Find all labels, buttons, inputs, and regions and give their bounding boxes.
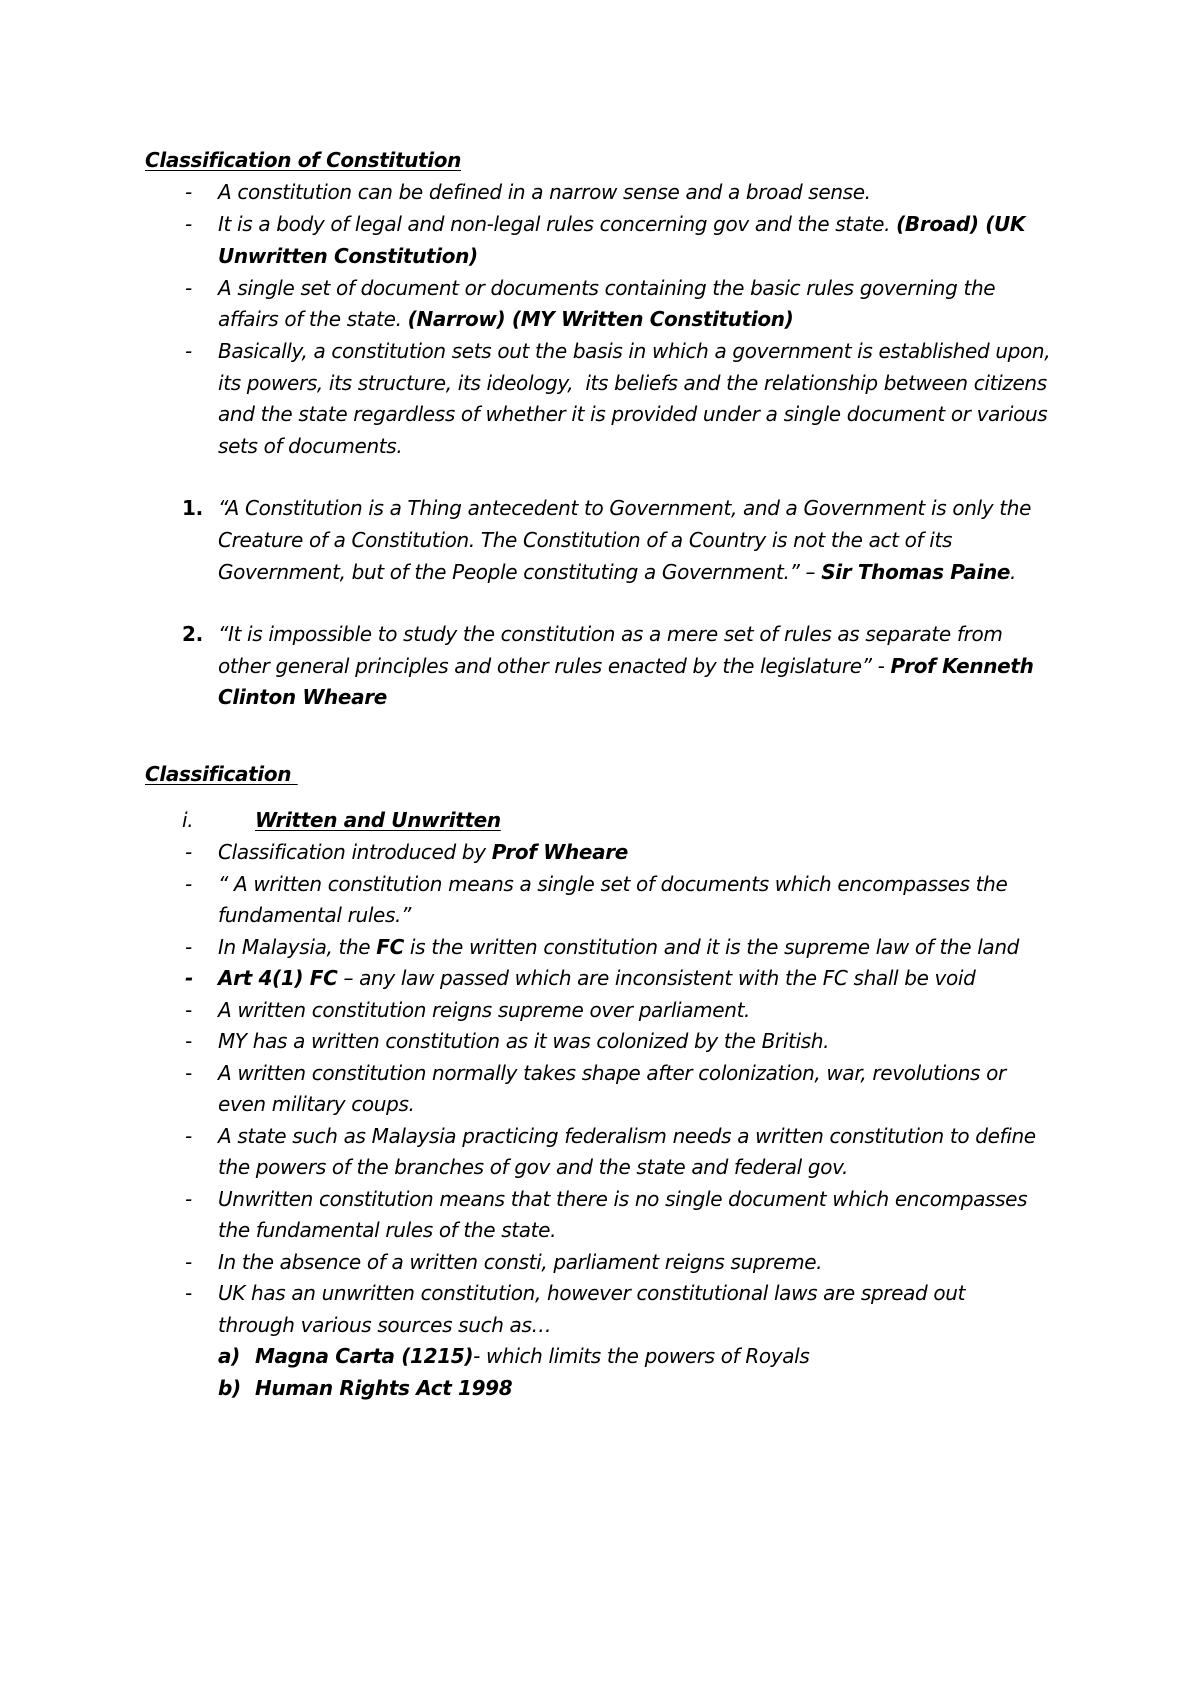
item-letter: b) — [218, 1376, 241, 1400]
bullet-text: A single set of document or documents containing the basic rules governing the — [218, 276, 996, 300]
quote-author: Sir Thomas Paine — [821, 560, 1011, 584]
bullet-marker: - — [185, 276, 192, 300]
item-number: 1. — [182, 496, 203, 520]
bullet-text: MY has a written constitution as it was colonized by the British. — [218, 1029, 830, 1053]
heading-classification: Classification — [145, 762, 298, 786]
bullet-marker: - — [185, 1187, 192, 1211]
bullet-text: It is a body of legal and non-legal rules concerning gov and the state. (Broad) (UK — [218, 212, 1026, 236]
bullet-marker: - — [185, 212, 192, 236]
bullet-marker: - — [185, 339, 192, 363]
bullet-marker: - — [185, 1029, 192, 1053]
quote-text: Creature of a Constitution. The Constitution of a Country is not the act of its — [218, 528, 953, 552]
quote-text: “It is impossible to study the constitution as a mere set of rules as separate from — [218, 622, 1003, 646]
bullet-text: A state such as Malaysia practicing federalism needs a written constitution to define — [218, 1124, 1036, 1148]
bullet-text: Basically, a constitution sets out the basis in which a government is established upon, — [218, 339, 1051, 363]
quote-author: Prof Kenneth — [890, 654, 1034, 678]
bullet-marker: - — [185, 935, 192, 959]
subsection-title: Written and Unwritten — [255, 808, 501, 832]
bullet-text: “ A written constitution means a single set of documents which encompasses the — [218, 872, 1008, 896]
bullet-marker: - — [185, 998, 192, 1022]
bullet-text: through various sources such as… — [218, 1313, 552, 1337]
bullet-text: In Malaysia, the FC is the written constitution and it is the supreme law of the land — [218, 935, 1020, 959]
bullet-marker: - — [185, 1281, 192, 1305]
bullet-marker: - — [185, 872, 192, 896]
bullet-text: A written constitution reigns supreme over parliament. — [218, 998, 751, 1022]
bullet-text: Classification introduced by Prof Wheare — [218, 840, 628, 864]
bullet-marker: - — [185, 1124, 192, 1148]
subsection-numeral: i. — [182, 808, 194, 832]
bullet-text: Unwritten constitution means that there is no single document which encompasses — [218, 1187, 1028, 1211]
heading-classification-of-constitution: Classification of Constitution — [145, 148, 462, 172]
bullet-text: In the absence of a written consti, parliament reigns supreme. — [218, 1250, 823, 1274]
item-number: 2. — [182, 622, 203, 646]
bullet-text: the powers of the branches of gov and the state and federal gov. — [218, 1155, 848, 1179]
bullet-text: Art 4(1) FC – any law passed which are inconsistent with the FC shall be void — [218, 966, 976, 990]
bullet-marker: - — [185, 180, 192, 204]
bullet-text: Unwritten Constitution) — [218, 244, 478, 268]
bullet-marker: - — [185, 1061, 192, 1085]
source-text: Magna Carta (1215)- which limits the powers of Royals — [255, 1344, 810, 1368]
quote-text: “A Constitution is a Thing antecedent to Government, and a Government is only the — [218, 496, 1032, 520]
bullet-marker: - — [185, 966, 193, 990]
bullet-text: fundamental rules.” — [218, 903, 412, 927]
item-letter: a) — [218, 1344, 240, 1368]
bullet-text: A written constitution normally takes shape after colonization, war, revolutions or — [218, 1061, 1006, 1085]
bullet-text: even military coups. — [218, 1092, 415, 1116]
quote-author: Clinton Wheare — [218, 685, 388, 709]
bullet-text: and the state regardless of whether it is provided under a single document or various — [218, 402, 1048, 426]
bullet-text: sets of documents. — [218, 434, 403, 458]
bullet-marker: - — [185, 1250, 192, 1274]
bullet-text: its powers, its structure, its ideology, its beliefs and the relationship between citizens — [218, 371, 1047, 395]
bullet-text: UK has an unwritten constitution, however constitutional laws are spread out — [218, 1281, 966, 1305]
bullet-marker: - — [185, 840, 192, 864]
quote-text: other general principles and other rules enacted by the legislature” - Prof Kenneth — [218, 654, 1034, 678]
bullet-text: the fundamental rules of the state. — [218, 1218, 557, 1242]
source-text: Human Rights Act 1998 — [255, 1376, 513, 1400]
bullet-text: A constitution can be defined in a narrow sense and a broad sense. — [218, 180, 871, 204]
quote-text: Government, but of the People constituting a Government.” – Sir Thomas Paine. — [218, 560, 1017, 584]
bullet-text: affairs of the state. (Narrow) (MY Written Constitution) — [218, 307, 794, 331]
